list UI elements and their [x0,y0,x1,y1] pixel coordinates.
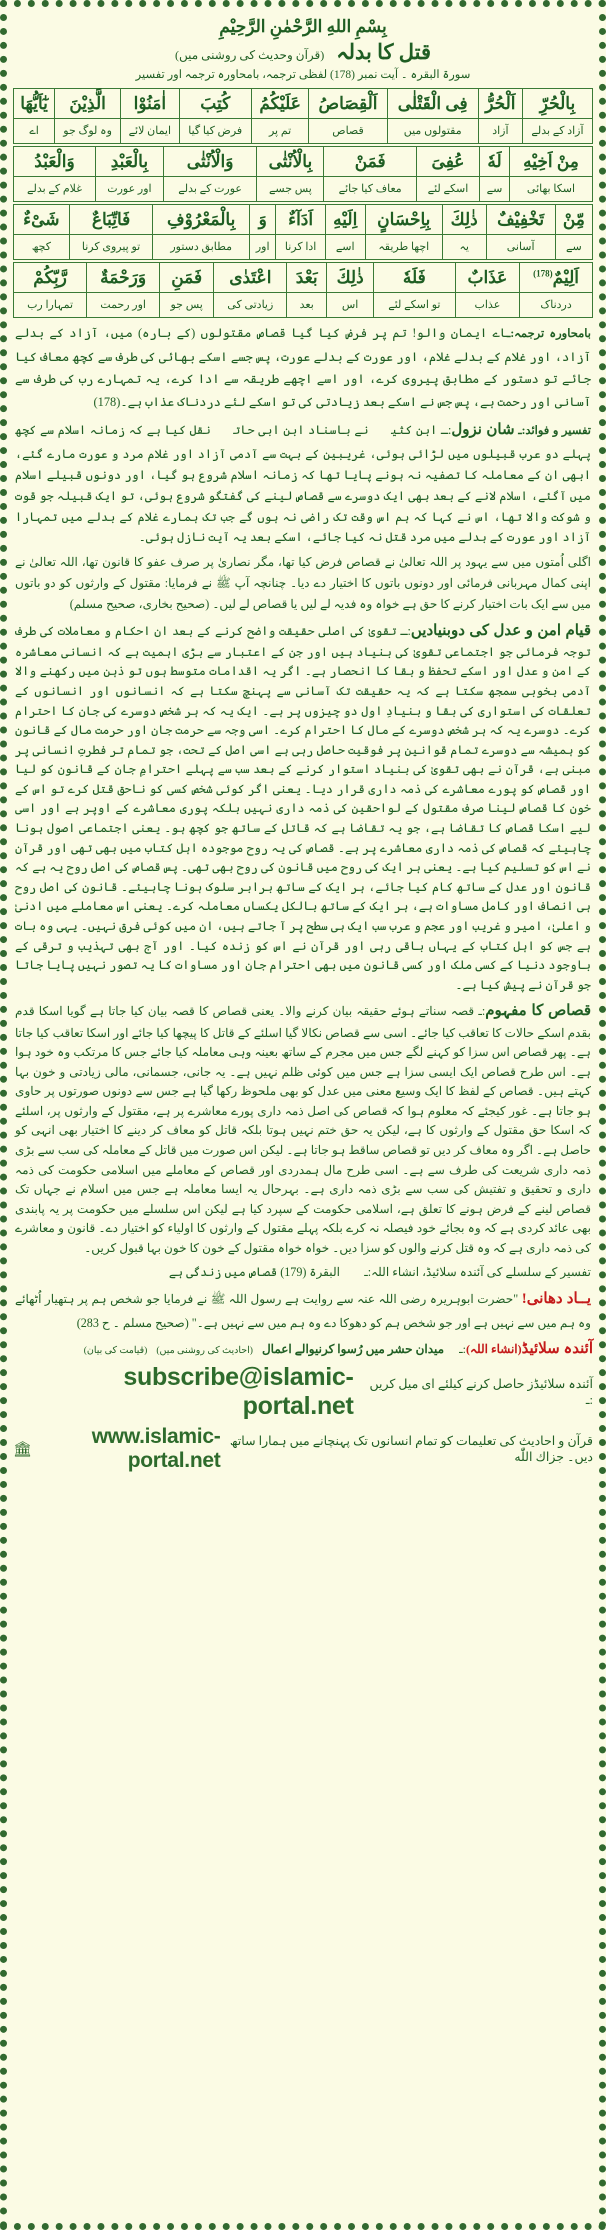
urdu-gloss: مطابق دستور [153,235,250,260]
next-slide-separator: :ـ [459,1341,466,1356]
arabic-word: اَلْحُرُّ [478,89,522,119]
reminder-paragraph [15,1287,591,1334]
urdu-gloss: اسکا بھائی [509,177,592,202]
arabic-word: مِنْ اَخِيْهِ [509,147,592,177]
title-subtitle-text: (قرآن وحدیث کی روشنی میں) [174,47,325,62]
arabic-word: اَدَآءٌ [276,205,325,235]
urdu-gloss: دردناک [520,293,593,318]
arabic-word: فَمَنْ [324,147,417,177]
table-row [14,89,593,119]
urdu-gloss: اور [249,235,276,260]
urdu-gloss: اس [327,293,374,318]
website-url-link[interactable]: www.islamic-portal.net [91,1425,221,1473]
subscribe-instruction: آئندہ سلائیڈز حاصل کرنے کیلئے ای میل کریں :ـ [369,1377,593,1408]
urdu-gloss: اسکے لئے [416,177,479,202]
urdu-gloss: آسانی [486,235,555,260]
next-slide-topic: میدان حشر میں رُسوا کرنیوالے اعمال [261,1341,445,1356]
arabic-word: لَهٗ [480,147,510,177]
urdu-gloss: وہ لوگ جو [55,119,121,144]
arabic-word: فَمَنِ [160,263,214,293]
arabic-word: ذٰلِكَ [442,205,486,235]
urdu-gloss: تو پیروی کرنا [69,235,153,260]
arabic-word: بِاِحْسَانٍ [365,205,442,235]
urdu-gloss: سے [480,177,510,202]
urdu-gloss: بعد [287,293,327,318]
arabic-word: فَاتِّبَاعٌ [69,205,153,235]
shan-nuzool-heading: شان نزول [451,422,515,439]
qisas-meaning-text: :ـ قصہ سناتے ہوئے حقیقہ بیان کرنے والا۔ یعنی قصاص کا قصہ بیان کیا جاتا ہے گویا اسکا قدم بقدم اسکے حالات کا تعاقب کیا جائے۔ اسی سے قصاص نکالا گیا اسلئے کے قاتل کا پیچھا کیا جائے اور اسکا تعاقب کیا جاتا ہے۔ پھر قصاص اس سزا کو کہنے لگے جس میں مجرم کے ساتھ بعینہ وہی معاملہ کیا جائے جس کا مرتکب وہ خود ہوا ہے۔ اس طرح قصاص ایک ایسی سزا ہے جس میں کوئی ظلم نہیں ہے۔ یہ جانی، جسمانی، مالی زیادتی و خون بہا کہتے ہیں۔ قصاص کے لفظ کا ایک وسیع معنی میں عدل کو بھی ملحوظ رکھا گیا ہے جس سے دونوں صورتوں پر حاوی ہو جاتا ہے۔ غور کیجئے کہ معلوم ہوا کہ قصاص کی اصل ذمہ داری پورے معاشرے پر ہے، مقتول کے وارثوں پر، اسلئے کہ اسکا حق مقتول کے وارثوں کا ہے، لیکن یہ حق ختم نہیں ہوتا بلکہ قاتل کو معاف کر دینے کا اختیار بھی انہی کو حاصل ہے۔ اگر وہ معاف کر دیں تو قصاص ساقط ہو جاتا ہے۔ لیکن اس صورت میں قاتل کے معاملہ کی سب سے بڑی ذمہ داری شریعت کی طرف سے ہے۔ اسی طرح مال ہمدردی اور قصاص کے معاملے میں اسلامی حکومت کی ذمہ داری و تحقیق و تفتیش کی سب سے بڑی ذمہ داری ہے۔ بہرحال یہ ایسا معاملہ ہے جس میں اسلام نے جہاں تک قصاص لینے کے فرض ہونے کا تعلق ہے، اسلامی حکومت کے سپرد کیا ہے لیکن اس سلسلے میں حکومت پر یہ پابندی بھی عائد کردی ہے کہ وہ بجائے خود فیصلہ نہ کرے بلکہ پہلے مقتول کے وارثوں کا اولیاء کو اختیار دے۔ قانون و معاشرے کی ذمہ داری ہے کہ وہ قتل کرنے والوں کو سزا دیں۔ خواہ خواہ مقتول کے خون کا خون بہا قبول کریں۔ [15,1004,591,1255]
arabic-word: شَىْءٌ [14,205,70,235]
arabic-word: وَرَحْمَةٌ [87,263,160,293]
next-slide-note-qiyamat: (قیامت کی بیان) [83,1345,148,1356]
urdu-gloss: اے [14,119,55,144]
arabic-word: بِالْاُنْثٰى [257,147,324,177]
urdu-gloss: کچھ [14,235,70,260]
next-slide-inshallah: (انشاء اللہ) [465,1341,522,1356]
urdu-gloss: سے [555,235,592,260]
amn-adl-text: :ـ تقویٰ کی اصلی حقیقت واضح کرنے کے بعد ان احکام و معاملات کی طرف توجہ فرمائی جو اجتماعی تقویٰ کی بنیاد ہیں اور جن کے اعتبار سے بڑی اہمیت ہے کہ انسانی معاشرہ کے امن و عدل اور اسکے تحفظ و بقا کا انحصار ہے۔ اگر یہ اقدامات متوسط ہوں تو ذہن میں رکھنے والا آدمی بخوبی سمجھ سکتا ہے کہ یہ حقیقت تک آسانی سے پہنچ سکتا ہے کہ انسانوں اور انسانوں کے تعلقات کی استواری کی بقا و بنیادِ اول دو چیزوں پر ہے۔ ایک یہ کہ ہر شخص دوسرے کی جان کا احترام کرے۔ دوسرے یہ کہ ہر شخص دوسرے کے مال کا احترام کرے۔ اسی وجہ سے حرمت جان اور حرمت مال کے قانون کو ہمیشہ سے دوسرے تمام قوانین پر فوقیت حاصل رہی ہے اسی اصل کے تحت، جو تمام تر فطرتِ انسانی پر مبنی ہے، قرآن نے بھی تقویٰ کی بنیاد استوار کرنے کے بعد سب سے پہلے احترامِ جان کے قانون کو لیا اور قصاص کو پورے معاشرے کی ذمہ داری قرار دیا۔ یعنی اگر کوئی شخص کسی کو ناحق قتل کرے تو اس کے خون کا قصاص لینا صرف مقتول کے لواحقین کی ذمہ داری نہیں بلکہ پوری معاشرے کے اوپر ہے اور اسی لیے اسکا قصاص کا تقاضا ہے، جو یہ تقاضا ہے کہ قاتل کے ساتھ جو کچھ ہو۔ یعنی اجتماعی اصول ہونا چاہیئے کہ قصاص کی ذمہ داری معاشرے پر ہے۔ قصاص کی یہ روح موجودہ اہل کتاب میں بھی تھی اور قرآن نے اس کو تسلیم کیا ہے۔ یعنی ہر ایک کی روح میں قانون کی روح بھی تھی۔ پس قصاص کی اصل روح یہ ہے کہ قانون اور عدل کے ساتھ کام کیا جائے، ہر ایک کے ساتھ برابر سلوک ہونا چاہیئے۔ قانون کی اصل روح ہی انصاف اور کامل مساوات ہے، ہر ایک کے ساتھ بالکل یکساں معاملہ کرے۔ یعنی اس معاملے میں ادنیٰ و اعلیٰ، امیر و غریب اور عجم و عرب سب ایک ہی سطح پر آ جاتے ہیں، ان میں کوئی فرق نہیں۔ یہی وہ بات ہے جس کو اہل کتاب کے یہاں باقی رہی اور قرآن نے اس کو زندہ کیا۔ اور آج بھی تہذیب و ترقی کے باوجود دنیا کے کسی ملک اور کسی قانون میں بھی احترام جان اور مساوات کا یہ تصور نہیں پایا جاتا جو قرآن نے پیش کیا ہے۔ [15,623,591,992]
verse-row-3 [13,204,593,260]
table-row [14,205,593,235]
document-body [13,17,593,2227]
next-slide-label: آئندہ سلائیڈ [521,1340,593,1357]
urdu-gloss: آزاد کے بدلے [522,119,592,144]
urdu-gloss: پس جو [160,293,214,318]
bismillah-line: بِسْمِ اللهِ الرَّحْمٰنِ الرَّحِيْمِ [219,17,387,36]
amn-adl-paragraph [15,619,591,996]
verse-reference-line: سورۃ البقرہ ۔ آیت نمبر (178) لفظی ترجمہ، بامحاورہ ترجمہ اور تفسیر [135,68,471,81]
closing-line [15,1262,591,1283]
closing-reference: البقرۃ (179) قصاص میں زندگی ہے [168,1265,340,1280]
table-row [14,293,593,318]
idiomatic-translation-text: اے ایمان والو! تم پر فرض کیا گیا قصاص مقتولوں (کے بارہ) میں، آزاد کے بدلے آزاد، اور غلام کے بدلے غلام، اور عورت کے بدلے عورت، پس جسے اسکے بھائی کی طرف سے کچھ معاف کیا جائے تو دستور کے مطابق پیروی کرے، اور اسے اچھے طریقہ سے ادا کرے، یہ تمہارے رب کی طرف سے آسانی اور رحمت ہے، پس جس نے اسکے بعد زیادتی کی تو اسکے لئے دردناک عذاب ہے۔(178) [15,326,591,410]
website-row [13,1425,593,1473]
arabic-word [520,263,593,293]
arabic-word: اٰمَنُوْا [121,89,180,119]
table-row [14,119,593,144]
shan-nuzool-text: :ـ ابن کثیرؒ نے باسناد ابن ابی حاتمؒ نقل کیا ہے کہ زمانہ اسلام سے کچھ پہلے دو عرب قبیلوں میں لڑائی ہوئی، غریبین کے بہت سے آدمی آزاد اور غلام مرد و عورت مارے گئے، ابھی ان کے معاملہ کا تصفیہ نہ ہونے پایا تھا کہ زمانہ اسلام شروع ہو گیا، اور دونوں قبیلے اسلام میں آگئے، اسلام لانے کے بعد بھی ایک دوسرے سے قصاص لینے کی گفتگو شروع ہوئی، تو ایک قبیلہ جو قوت و شوکت والا تھا، اس نے کہا کہ ہم اس وقت تک راضی نہ ہوں گے جب تک ہمارے غلام کے بدلے میں تمہارا آزاد اور عورت کے بدلے میں مرد قتل نہ کیا جائے، اسکے بعد یہ آیت نازل ہوئی۔ [15,423,591,545]
arabic-word: فِى الْقَتْلٰى [387,89,478,119]
title-main-text: قتل کا بدلہ [336,39,432,64]
arabic-word: وَ [249,205,276,235]
reminder-text: "حضرت ابوہریرہ رضی اللہ عنہ سے روایت ہے رسول اللہ ﷺ نے فرمایا جو شخص ہم پر ہتھیار اُٹھائے وہ ہم میں سے نہیں ہے اور جو شخص ہم کو دھوکا دے وہ ہم میں سے نہیں ہے۔" [15,1292,591,1331]
tafseer-label: تفسیر و فوائد:ـ [518,425,592,438]
arabic-word: تَخْفِيْفٌ [486,205,555,235]
urdu-gloss: غلام کے بدلے [14,177,96,202]
mosque-icon: 🏛 [13,1441,33,1458]
arabic-word: رَّبِّكُمْ [14,263,87,293]
arabic-word: ذٰلِكَ [327,263,374,293]
reminder-label: یــاد دھانی! [521,1291,591,1308]
urdu-gloss: ایمان لائے [121,119,180,144]
arabic-word: بِالْعَبْدِ [95,147,163,177]
subscribe-email-link[interactable]: subscribe@islamic-portal.net [123,1363,354,1421]
next-slide-note-hadith: (احادیث کی روشنی میں) [156,1345,253,1356]
arabic-word: عَذَابٌ [455,263,520,293]
next-slide-line [13,1340,593,1360]
closing-text: تفسیر کے سلسلے کی آئندہ سلائیڈ، انشاء اللہ:ـ [364,1265,591,1280]
urdu-gloss: اچھا طریقہ [365,235,442,260]
arabic-word: عَلَيْكُمُ [251,89,309,119]
arabic-word: مِّنْ [555,205,592,235]
urdu-gloss: تو اسکے لئے [374,293,456,318]
urdu-gloss: پس جسے [257,177,324,202]
urdu-gloss: یہ [442,235,486,260]
urdu-gloss: آزاد [478,119,522,144]
idiomatic-translation-paragraph [15,322,591,414]
idiomatic-translation-label: بامحاورہ ترجمہ:ـ [506,328,591,341]
page-title [13,41,593,64]
verse-row-2 [13,146,593,202]
table-row [14,147,593,177]
arabic-word: عُفِىَ [416,147,479,177]
urdu-gloss: زیادتی کی [214,293,287,318]
arabic-word: اِلَيْهِ [325,205,365,235]
urdu-gloss: مقتولوں میں [387,119,478,144]
table-row [14,263,593,293]
table-row [14,177,593,202]
arabic-word: وَالْاُنْثٰى [163,147,257,177]
reminder-source: (صحیح مسلم ۔ ح 283) [76,1316,189,1331]
urdu-gloss: تمہارا رب [14,293,87,318]
arabic-word: بِالْحُرِّ [522,89,592,119]
verse-row-4 [13,262,593,318]
urdu-gloss: عذاب [455,293,520,318]
arabic-word: كُتِبَ [179,89,251,119]
urdu-gloss: قصاص [309,119,387,144]
arabic-word: وَالْعَبْدُ [14,147,96,177]
urdu-gloss: تم پر [251,119,309,144]
subscribe-row [13,1363,593,1421]
urdu-gloss: فرض کیا گیا [179,119,251,144]
verse-row-1 [13,88,593,144]
arabic-word: بِالْمَعْرُوْفِ [153,205,250,235]
arabic-word: يٰٓاَيُّهَا [14,89,55,119]
urdu-gloss: معاف کیا جائے [324,177,417,202]
qisas-meaning-paragraph [15,999,591,1258]
word-by-word-verse-table [13,88,593,318]
arabic-word: اَلْقِصَاصُ [309,89,387,119]
urdu-gloss: اور رحمت [87,293,160,318]
urdu-gloss: اور عورت [95,177,163,202]
urdu-gloss: عورت کے بدلے [163,177,257,202]
arabic-word-text: اَلِيْمٌ [552,268,579,288]
arabic-word: فَلَهٗ [374,263,456,293]
arabic-word: الَّذِيْنَ [55,89,121,119]
tafseer-paragraph-2: اگلی اُمتوں میں سے یہود پر اللہ تعالیٰ نے قصاص فرض کیا تھا، مگر نصاریٰ پر صرف عفو کا قانون تھا، اللہ تعالیٰ نے اپنی کمال مہربانی فرمائی اور دونوں باتوں کا اختیار دے دیا۔ چنانچہ آپ ﷺ نے فرمایا: مقتول کے وارثوں کو دو باتوں میں سے ایک بات اختیار کرنے کا حق ہے خواہ وہ فدیہ لے لیں یا قصاص لے لیں۔ (صحیح بخاری، صحیح مسلم) [15,555,591,611]
urdu-gloss: ادا کرنا [276,235,325,260]
website-instruction: قرآن و احادیث کی تعلیمات کو تمام انسانوں تک پہنچانے میں ہمارا ساتھ دیں۔ جزاك اللّٰه [229,1434,593,1465]
shan-nuzool-paragraph [15,418,591,548]
ayah-number: (178) [533,268,553,279]
arabic-word: اعْتَدٰى [214,263,287,293]
footer [13,1340,593,1474]
table-row [14,235,593,260]
urdu-gloss: اسے [325,235,365,260]
qisas-meaning-heading: قصاص کا مفہوم [485,1003,592,1020]
arabic-word: بَعْدَ [287,263,327,293]
amn-adl-heading: قیام امن و عدل کی دوبنیادیں [410,622,592,639]
